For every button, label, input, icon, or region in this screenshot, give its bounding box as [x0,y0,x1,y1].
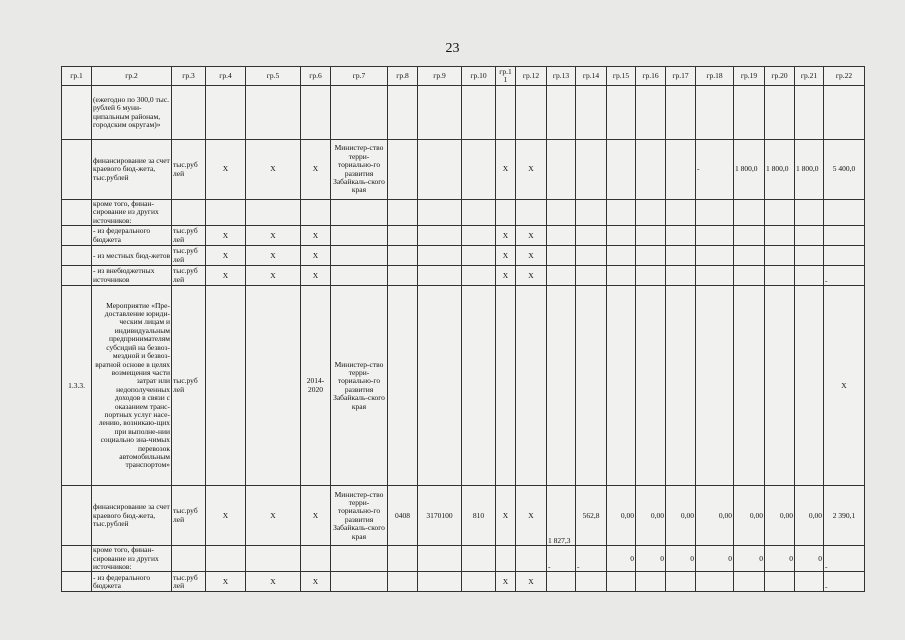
table-row [62,486,865,546]
table-row [62,286,865,486]
col-header: гр.5 [246,67,301,86]
col-header: гр.12 [516,67,547,86]
cell-description: кроме того, финан-сирование из других источников: [92,546,172,572]
cell-value: 1 800,0 [765,140,795,200]
cell-value: 810 [462,486,496,546]
cell-value: 0 [795,546,824,572]
cell-x: Х [206,140,246,200]
cell-unit: тыс.руб лей [172,286,206,486]
cell-x: Х [246,572,301,592]
cell-unit: тыс.руб лей [172,486,206,546]
cell-value: 0,00 [607,486,636,546]
cell-dash: - [696,140,734,200]
col-header: гр.17 [666,67,696,86]
cell-value: 0,00 [734,486,765,546]
col-header: гр.2 [92,67,172,86]
cell-ministry: Министер-ство терри-ториально-го развития Забайкаль-ского края [331,286,388,486]
cell-value: 0408 [388,486,418,546]
cell-ministry: Министер-ство терри-ториально-го развития Забайкаль-ского края [331,140,388,200]
cell-value: 562,8 [576,486,607,546]
cell-value: 0,00 [666,486,696,546]
table-row [62,266,865,286]
table-row [62,86,865,140]
header-row [62,67,865,86]
cell-value: 0,00 [795,486,824,546]
cell-dash: - [576,546,607,572]
cell-x: Х [301,140,331,200]
cell-dash: - [824,546,865,572]
cell-x: Х [206,572,246,592]
cell-measure-number: 1.3.3. [62,286,92,486]
cell-value: 0,00 [636,486,666,546]
cell-unit: тыс.руб лей [172,226,206,246]
cell-unit: тыс.руб лей [172,140,206,200]
cell-dash: - [547,546,576,572]
cell-x: Х [301,266,331,286]
col-header: гр.10 [462,67,496,86]
page-number: 23 [445,41,460,56]
cell-x: Х [516,140,547,200]
table-row [62,546,865,572]
cell-x: Х [206,266,246,286]
cell-value: 0 [636,546,666,572]
cell-description: - из федерального бюджета [92,226,172,246]
cell-x: Х [246,246,301,266]
cell-measure-text: Мероприятие «Пре-доставление юриди-ческим лицам и индивидуальным предпринимателям субсидий на безвоз-мездной и безвоз-вратной основе в целях возмещения части затрат или недополученных доходов в связи с оказанием транс-портных услуг насе-лению, возникаю-щих при выполне-нии социально зна-чимых перевозок автомобильным транспортом» [92,286,172,486]
table-row [62,246,865,266]
cell-description: финансирование за счет краевого бюд-жета, тыс.рублей [92,140,172,200]
cell-x: Х [246,226,301,246]
table-row [62,572,865,592]
col-header: гр.1 1 [496,67,516,86]
cell-x: Х [301,226,331,246]
cell-value: 0 [734,546,765,572]
cell-x: Х [301,572,331,592]
col-header: гр.4 [206,67,246,86]
cell-x: Х [246,266,301,286]
cell-dash: - [824,572,865,592]
col-header: гр.14 [576,67,607,86]
cell-x: Х [206,226,246,246]
cell-description: - из федерального бюджета [92,572,172,592]
cell-x: Х [206,486,246,546]
cell-value: 0 [765,546,795,572]
cell-x: Х [246,140,301,200]
cell-description: - из внебюджетных источников [92,266,172,286]
cell-x: Х [301,486,331,546]
cell-value: 0,00 [696,486,734,546]
cell-value: 1 800,0 [795,140,824,200]
cell-value: 3170100 [418,486,462,546]
cell-x: Х [301,246,331,266]
cell-value: 1 827,3 [547,486,576,546]
cell-x: Х [496,140,516,200]
cell-x: Х [496,266,516,286]
cell-unit: тыс.руб лей [172,266,206,286]
col-header: гр.16 [636,67,666,86]
cell-dash: - [824,266,865,286]
cell-x: Х [516,226,547,246]
cell-value: 1 800,0 [734,140,765,200]
cell-value: 5 400,0 [824,140,865,200]
cell-x: Х [496,486,516,546]
cell-value: 2 390,1 [824,486,865,546]
cell-value: 0 [696,546,734,572]
cell-x: Х [516,486,547,546]
cell-value: 0 [666,546,696,572]
cell-description: финансирование за счет краевого бюд-жета, тыс.рублей [92,486,172,546]
cell-x: Х [496,226,516,246]
cell-value: 0,00 [765,486,795,546]
cell-period: 2014-2020 [301,286,331,486]
col-header: гр.20 [765,67,795,86]
cell-description: кроме того, финан-сирование из других источников: [92,200,172,226]
col-header: гр.21 [795,67,824,86]
col-header: гр.22 [824,67,865,86]
cell-x: Х [824,286,865,486]
col-header: гр.15 [607,67,636,86]
cell-unit: тыс.руб лей [172,246,206,266]
table-row [62,140,865,200]
cell-value: 0 [607,546,636,572]
cell-x: Х [246,486,301,546]
cell-x: Х [496,246,516,266]
cell-x: Х [516,572,547,592]
col-header: гр.19 [734,67,765,86]
col-header: гр.7 [331,67,388,86]
cell-ministry: Министер-ство терри-ториально-го развития Забайкаль-ского края [331,486,388,546]
table-row [62,200,865,226]
cell-description: (ежегодно по 300,0 тыс. рублей 6 муни-ципальным районам, городским округам)» [92,86,172,140]
col-header: гр.6 [301,67,331,86]
table-row [62,226,865,246]
col-header: гр.18 [696,67,734,86]
cell-description: - из местных бюд-жетов [92,246,172,266]
budget-table [61,66,865,592]
col-header: гр.1 [62,67,92,86]
col-header: гр.8 [388,67,418,86]
col-header: гр.9 [418,67,462,86]
cell-x: Х [206,246,246,266]
cell-x: Х [516,246,547,266]
cell-unit: тыс.руб лей [172,572,206,592]
col-header: гр.3 [172,67,206,86]
col-header: гр.13 [547,67,576,86]
cell-x: Х [496,572,516,592]
cell-x: Х [516,266,547,286]
